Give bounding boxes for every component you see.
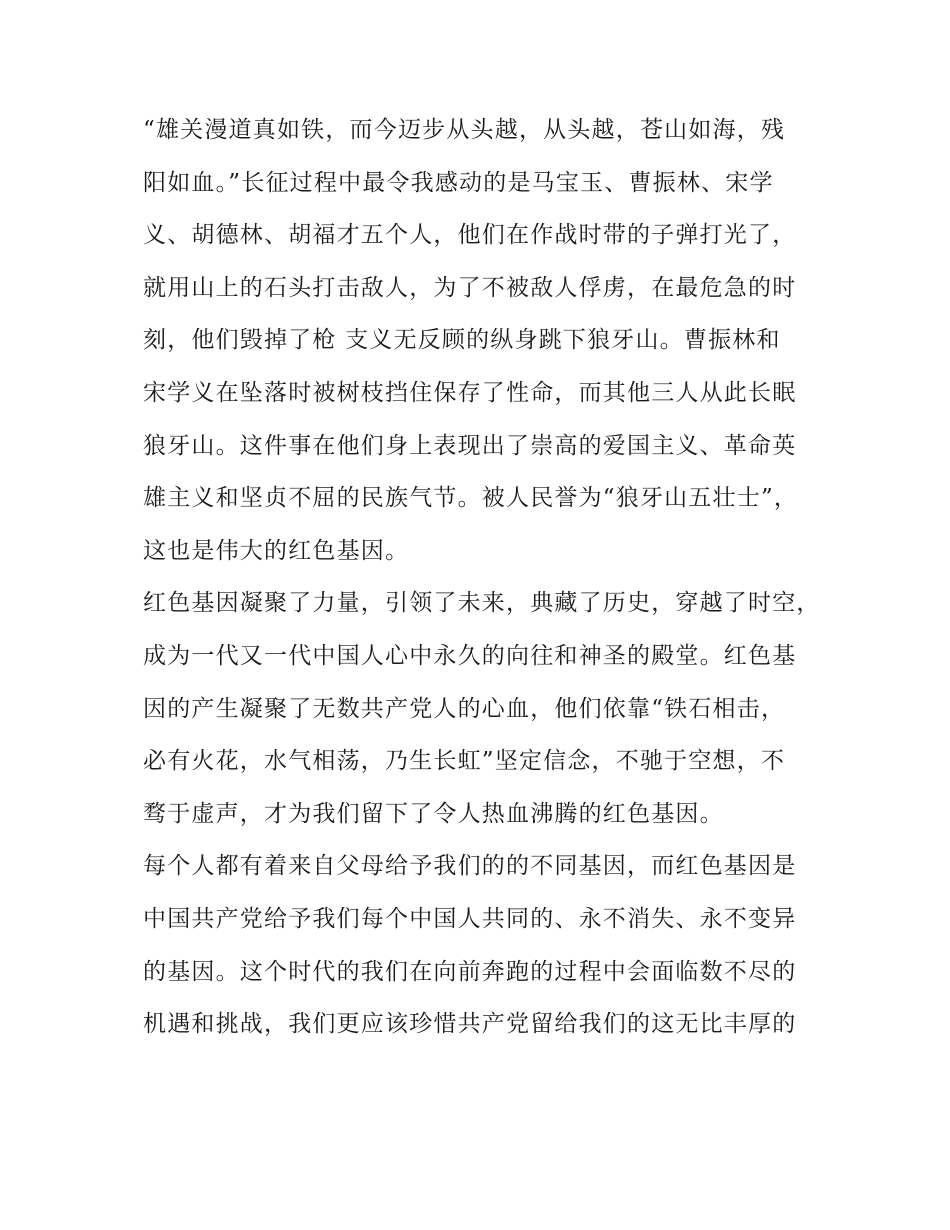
text-line: 狼牙山。这件事在他们身上表现出了崇高的爱国主义、革命英 xyxy=(143,432,797,459)
text-line: 骛于虚声，才为我们留下了令人热血沸腾的红色基因。 xyxy=(143,800,724,827)
text-line: 必有火花，水气相荡，乃生长虹”坚定信念，不驰于空想，不 xyxy=(143,748,786,775)
text-line: 中国共产党给予我们每个中国人共同的、永不消失、永不变异 xyxy=(143,905,797,932)
text-line: 雄主义和坚贞不屈的民族气节。被人民誉为“狼牙山五壮士”， xyxy=(143,485,799,512)
text-line: 成为一代又一代中国人心中永久的向往和神圣的殿堂。红色基 xyxy=(143,642,797,669)
text-line: “雄关漫道真如铁，而今迈步从头越，从头越，苍山如海，残 xyxy=(143,117,786,143)
text-line: 每个人都有着来自父母给予我们的的不同基因，而红色基因是 xyxy=(143,853,797,880)
text-line: 机遇和挑战，我们更应该珍惜共产党留给我们的这无比丰厚的 xyxy=(143,1011,797,1038)
text-line: 因的产生凝聚了无数共产党人的心血，他们依靠“铁石相击， xyxy=(143,695,786,722)
text-line: 宋学义在坠落时被树枝挡住保存了性命，而其他三人从此长眠 xyxy=(143,379,797,406)
text-line: 阳如血。”长征过程中最令我感动的是马宝玉、曹振林、宋学 xyxy=(143,169,774,196)
text-line: 这也是伟大的红色基因。 xyxy=(143,537,410,564)
body-text xyxy=(143,104,843,1051)
text-line: 义、胡德林、胡福才五个人，他们在作战时带的子弹打光了， xyxy=(143,222,797,249)
text-line: 刻，他们毁掉了枪 支义无反顾的纵身跳下狼牙山。曹振林和 xyxy=(143,327,781,354)
text-line: 红色基因凝聚了力量，引领了未来，典藏了历史，穿越了时空， xyxy=(143,590,821,617)
text-line: 就用山上的石头打击敌人，为了不被敌人俘虏，在最危急的时 xyxy=(143,274,797,301)
text-line: 的基因。这个时代的我们在向前奔跑的过程中会面临数不尽的 xyxy=(143,958,797,985)
